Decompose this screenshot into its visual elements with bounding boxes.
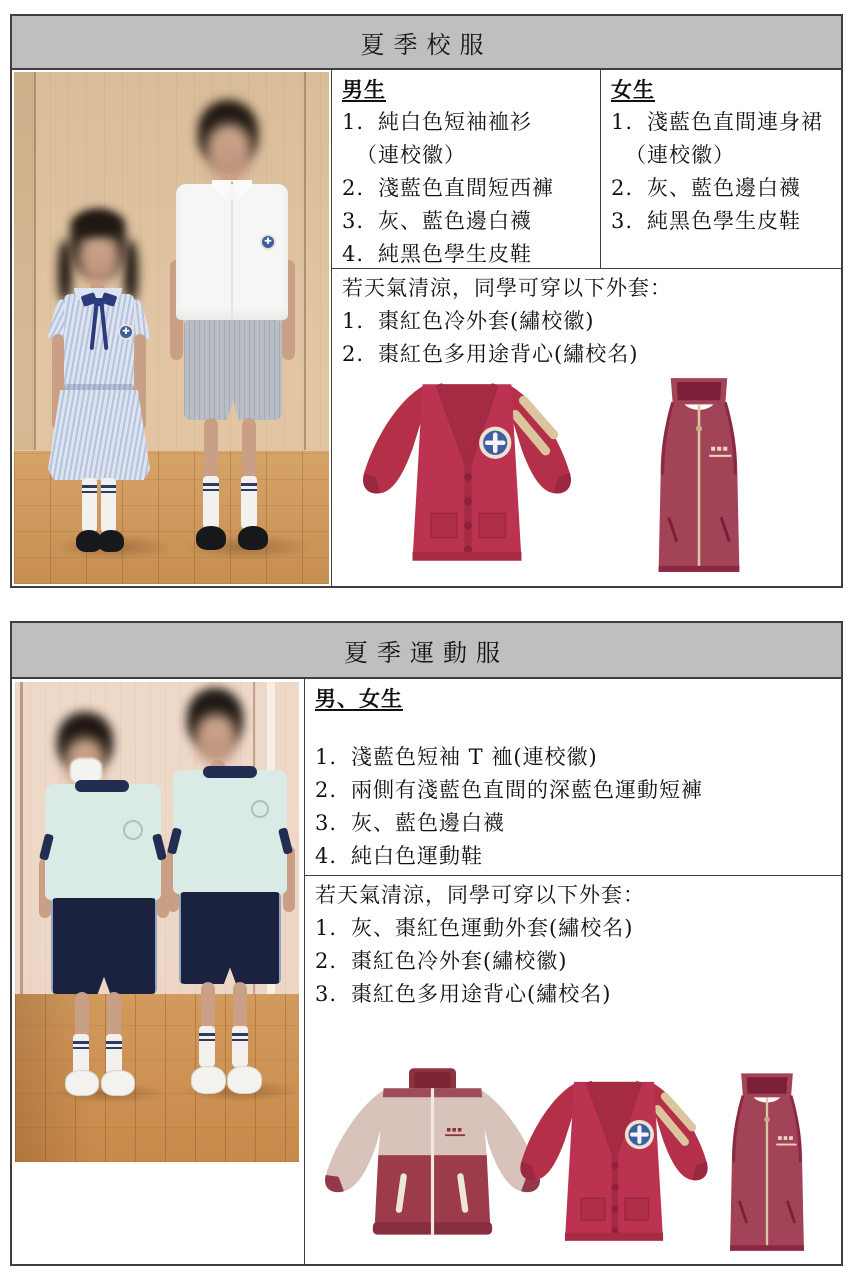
summer-uniform-photo-cell [12,70,332,586]
list-item: 3. 純黑色學生皮鞋 [611,209,801,233]
girl-bow-knot [94,298,104,306]
sports-girl-sock [199,1026,215,1068]
sports-girl-collar-trim [203,766,257,778]
list-item: 3. 灰、藍色邊白襪 [315,811,505,835]
girl-sock [101,478,116,534]
girl-bangs [72,212,124,236]
sports-outerwear-cell [305,876,841,1264]
list-item: 1. 棗紅色冷外套(繡校徽) [342,309,595,333]
girls-uniform-cell [601,70,841,268]
boy-sock [203,476,219,530]
summer-outerwear-images [346,360,780,582]
maroon-cardigan-image [346,360,588,582]
sports-uniform-title: 夏季運動服 [344,638,509,667]
list-item: 1. 淺藍色短袖 T 裇(連校徽) [315,745,598,769]
list-item: 1. 灰、棗紅色運動外套(繡校名) [315,916,634,940]
sports-girl-face-blurred [195,714,237,764]
sports-uniform-header [12,623,841,679]
maroon-vest-image [693,1066,841,1260]
wall-seam [20,682,23,994]
list-item: 1. 淺藍色直間連身裙 [611,110,823,134]
list-item: 1. 純白色短袖裇衫 [342,110,532,134]
sports-girl-shorts [179,892,281,984]
girl-dress-bodice [64,294,134,390]
girl-dress-skirt [48,390,150,480]
summer-outerwear-cell [332,269,841,586]
list-item: 4. 純白色運動鞋 [315,844,483,868]
school-badge: ✚ [118,324,134,340]
boy-shorts [184,320,282,420]
sports-girl-sneaker [191,1066,226,1094]
outerwear-note: 若天氣清涼，同學可穿以下外套： [315,883,645,907]
spacer [315,715,833,741]
list-item: 2. 淺藍色直間短西褲 [342,176,554,200]
door-shade [14,72,34,450]
boy-sock [241,476,257,530]
sports-girl-sock [232,1026,248,1068]
sports-uniform-list-cell [305,679,841,876]
summer-uniform-photo [14,72,329,584]
list-item: 2. 棗紅色冷外套(繡校徽) [315,949,568,973]
sports-boy-collar-trim [75,780,129,792]
sports-boy-sneaker [101,1070,135,1096]
list-item-continuation: （連校徽） [356,143,466,167]
sports-group-heading: 男、女生 [315,686,403,711]
sports-girl-tshirt [173,770,287,894]
girl-pigtail [58,240,72,302]
list-item: 2. 棗紅色多用途背心(繡校名) [342,342,639,366]
boys-uniform-cell [332,70,601,268]
tshirt-badge-outline [251,800,269,818]
maroon-cardigan-image [505,1060,723,1260]
girls-heading: 女生 [611,77,655,102]
sports-outerwear-images [315,1060,841,1260]
sports-boy-shorts [51,898,157,994]
list-item: 2. 兩側有淺藍色直間的深藍色運動短褲 [315,778,703,802]
sports-boy-tshirt [45,784,161,900]
sports-uniform-photo-cell [12,679,305,1264]
boy-face-blurred [206,124,252,180]
list-item: 2. 灰、藍色邊白襪 [611,176,801,200]
sports-uniform-table [10,621,843,1266]
summer-uniform-header [12,16,841,70]
girl-pigtail [124,240,138,302]
sports-uniform-photo [15,682,299,1162]
sports-boy-sneaker [65,1070,99,1096]
tshirt-badge-outline [123,820,143,840]
girl-sock [82,478,97,534]
boy-shirt-placket [231,200,233,320]
list-item: 3. 灰、藍色邊白襪 [342,209,532,233]
sports-girl-sneaker [227,1066,262,1094]
list-item: 4. 純黑色學生皮鞋 [342,242,532,266]
summer-uniform-table [10,14,843,588]
list-item-continuation: （連校徽） [625,143,735,167]
summer-uniform-title: 夏季校服 [360,30,493,59]
boys-heading: 男生 [342,77,386,102]
girl-shoe [98,530,124,552]
outerwear-note: 若天氣清涼，同學可穿以下外套： [342,276,672,300]
boy-shoe [238,526,268,550]
wall-seam [304,72,306,450]
boy-shoe [196,526,226,550]
girl-face-blurred [78,232,120,284]
wall-seam [34,72,36,450]
school-badge: ✚ [260,234,276,250]
list-item: 3. 棗紅色多用途背心(繡校名) [315,982,612,1006]
maroon-vest-image [618,370,780,582]
